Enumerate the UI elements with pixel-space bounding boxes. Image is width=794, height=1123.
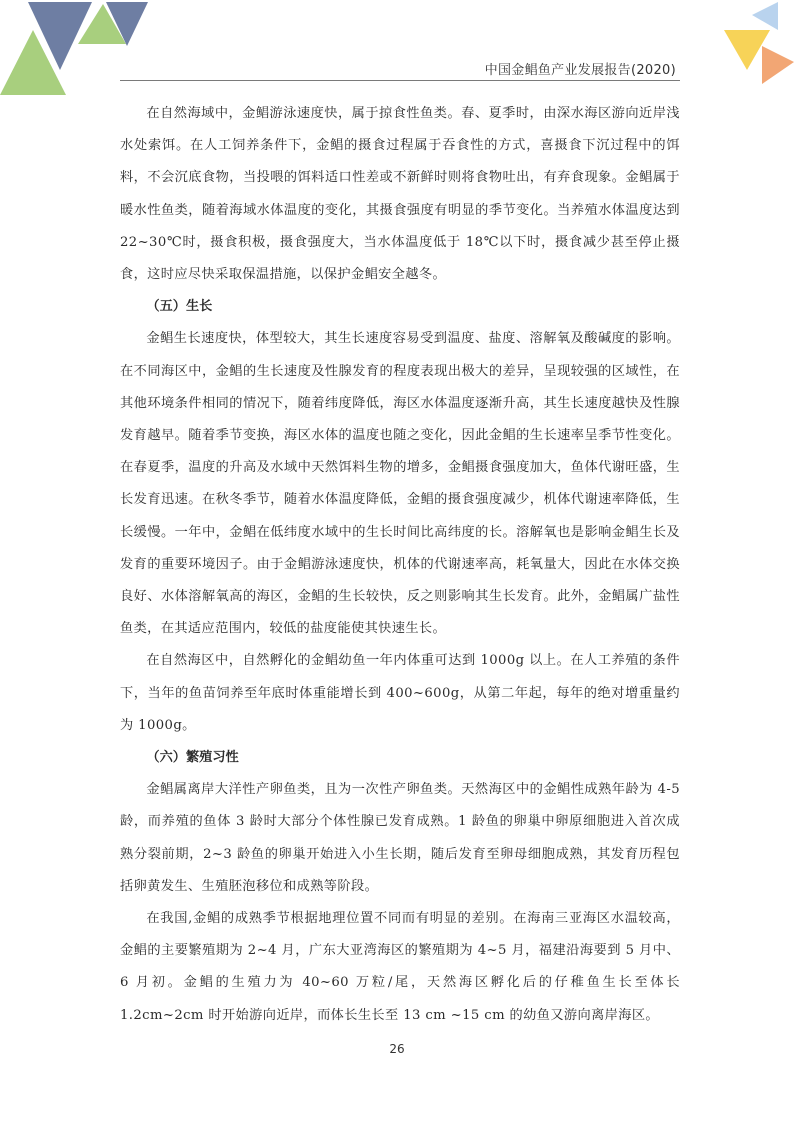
section-heading-growth: （五）生长 xyxy=(146,299,213,315)
report-header-title: 中国金鲳鱼产业发展报告(2020) xyxy=(484,63,676,78)
header-decoration xyxy=(0,0,794,110)
page-number: 26 xyxy=(389,1042,405,1056)
paragraph-growth: 金鲳生长速度快，体型较大，其生长速度容易受到温度、盐度、溶解氧及酸碱度的影响。在不同海区中，金鲳的生长速度及性腺发育的程度表现出极大的差异，呈现较强的区域性，在其他环境条件相同的情况下，随着纬度降低，海区水体温度逐渐升高，其生长速度越快及性腺发育越早。随着季节变换，海区水体的温度也随之变化，因此金鲳的生长速率呈季节性变化。在春夏季，温度的升高及水域中天然饵料生物的增多，金鲳摄食强度加大，鱼体代谢旺盛，生长发育迅速。在秋冬季节，随着水体温度降低，金鲳的摄食强度减少，机体代谢速率降低，生长缓慢。一年中，金鲳在低纬度水域中的生长时间比高纬度的长。溶解氧也是影响金鲳生长及发育的重要环境因子。由于金鲳游泳速度快，机体的代谢速率高，耗氧量大，因此在水体交换良好、水体溶解氧高的海区，金鲳的生长较快，反之则影响其生长发育。此外，金鲳属广盐性鱼类，在其适应范围内，较低的盐度能使其快速生长。 xyxy=(120,331,680,637)
section-heading-breeding: （六）繁殖习性 xyxy=(146,750,239,766)
paragraph-feeding: 在自然海域中，金鲳游泳速度快，属于掠食性鱼类。春、夏季时，由深水海区游向近岸浅水处索饵。在人工饲养条件下，金鲳的摄食过程属于吞食性的方式，喜摄食下沉过程中的饵料，不会沉底食物，当投喂的饵料适口性差或不新鲜时则将食物吐出，有弃食现象。金鲳属于暖水性鱼类，随着海域水体温度的变化，其摄食强度有明显的季节变化。当养殖水体温度达到 22~30℃时，摄食积极，摄食强度大，当水体温度低于 18℃以下时，摄食减少甚至停止摄食，这时应尽快采取保温措施，以保护金鲳安全越冬。 xyxy=(120,106,680,283)
decor-triangle-blue-light xyxy=(752,2,778,30)
header-divider xyxy=(120,80,680,81)
paragraph-weight-gain: 在自然海区中，自然孵化的金鲳幼鱼一年内体重可达到 1000g 以上。在人工养殖的条件下，当年的鱼苗饲养至年底时体重能增长到 400~600g，从第二年起，每年的绝对增重量约为 1000g。 xyxy=(120,653,680,733)
paragraph-breeding-maturity: 金鲳属离岸大洋性产卵鱼类，且为一次性产卵鱼类。天然海区中的金鲳性成熟年龄为 4-5 龄，而养殖的鱼体 3 龄时大部分个体性腺已发育成熟。1 龄鱼的卵巢中卵原细胞进入首次成熟分裂前期，2~3 龄鱼的卵巢开始进入小生长期，随后发育至卵母细胞成熟，其发育历程包括卵黄发生、生殖胚泡移位和成熟等阶段。 xyxy=(120,782,680,894)
page-body xyxy=(120,98,680,1032)
decor-triangle-orange xyxy=(762,46,794,84)
paragraph-breeding-season: 在我国,金鲳的成熟季节根据地理位置不同而有明显的差别。在海南三亚海区水温较高，金鲳的主要繁殖期为 2~4 月，广东大亚湾海区的繁殖期为 4~5 月，福建沿海要到 5 月中、6 月初。金鲳的生殖力为 40~60 万粒/尾，天然海区孵化后的仔稚鱼生长至体长 1.2cm~2cm 时开始游向近岸，而体长生长至 13 cm ~15 cm 的幼鱼又游向离岸海区。 xyxy=(120,911,680,1023)
